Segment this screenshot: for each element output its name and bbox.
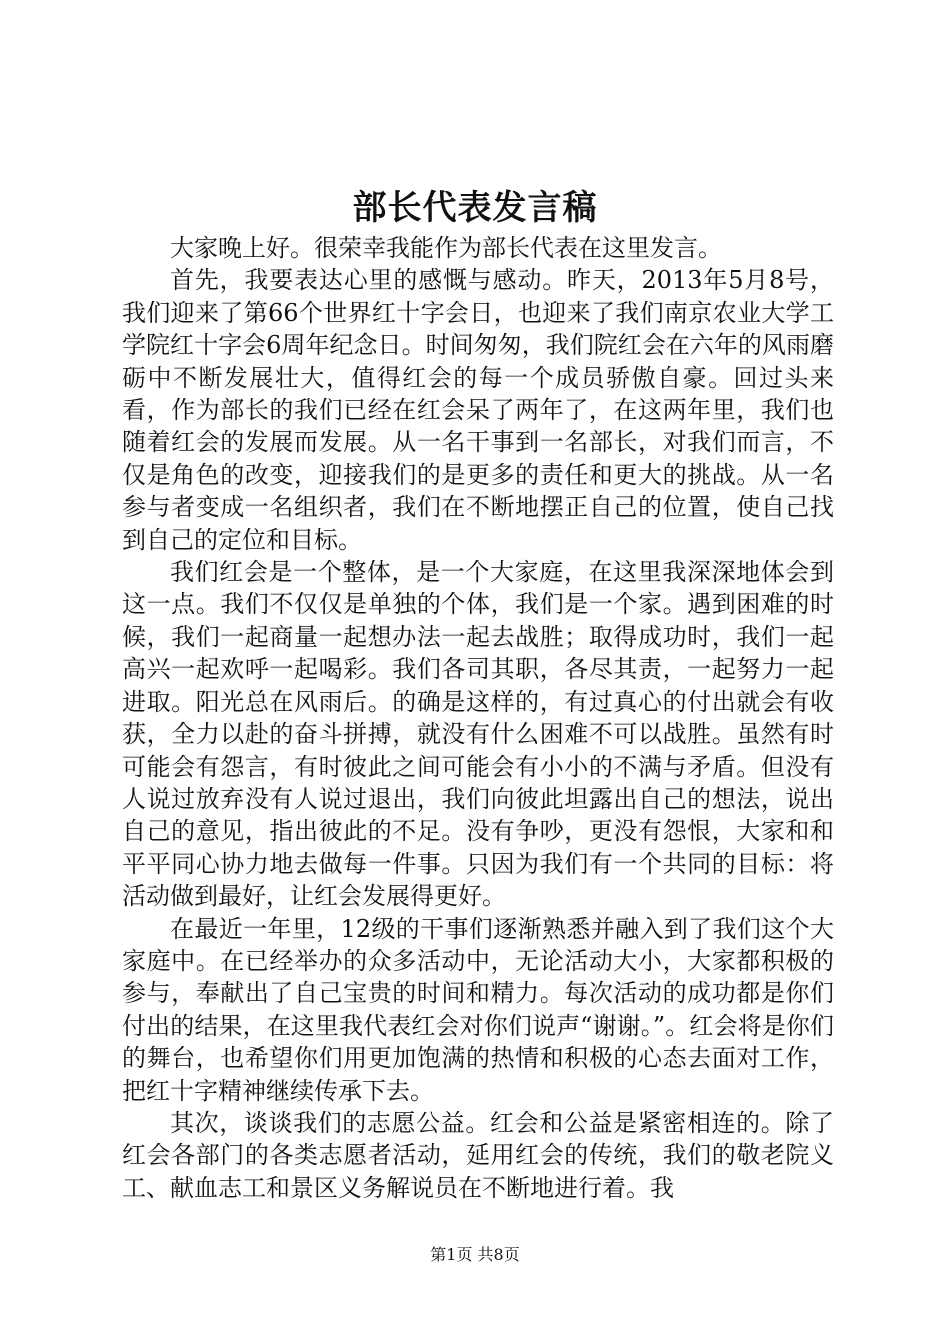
document-title: 部长代表发言稿 <box>352 188 598 228</box>
paragraph-new-members: 在最近一年里，12级的干事们逐渐熟悉并融入到了我们这个大家庭中。在已经举办的众多活动中，无论活动大小，大家都积极的参与，奉献出了自己宝贵的时间和精力。每次活动的成功都是你们付出的结果，在这里我代表红会对你们说声“谢谢。”。红会将是你们的舞台，也希望你们用更加饱满的热情和积极的心态去面对工作，把红十字精神继续传承下去。 <box>122 914 834 1105</box>
paragraph-greeting: 大家晚上好。很荣幸我能作为部长代表在这里发言。 <box>170 234 722 262</box>
paragraph-volunteering: 其次，谈谈我们的志愿公益。红会和公益是紧密相连的。除了红会各部门的各类志愿者活动，延用红会的传统，我们的敬老院义工、献血志工和景区义务解说员在不断地进行着。我 <box>122 1108 834 1202</box>
document-body <box>122 232 834 1204</box>
paragraph-family: 我们红会是一个整体，是一个大家庭，在这里我深深地体会到这一点。我们不仅仅是单独的个体，我们是一个家。遇到困难的时候，我们一起商量一起想办法一起去战胜；取得成功时，我们一起高兴一起欢呼一起喝彩。我们各司其职，各尽其责，一起努力一起进取。阳光总在风雨后。的确是这样的，有过真心的付出就会有收获，全力以赴的奋斗拼搏，就没有什么困难不可以战胜。虽然有时可能会有怨言，有时彼此之间可能会有小小的不满与矛盾。但没有人说过放弃没有人说过退出，我们向彼此坦露出自己的想法，说出自己的意见，指出彼此的不足。没有争吵，更没有怨恨，大家和和平平同心协力地去做每一件事。只因为我们有一个共同的目标：将活动做到最好，让红会发展得更好。 <box>122 558 834 911</box>
paragraph-feelings: 首先，我要表达心里的感慨与感动。昨天，2013年5月8号，我们迎来了第66个世界红十字会日，也迎来了我们南京农业大学工学院红十字会6周年纪念日。时间匆匆，我们院红会在六年的风雨磨砺中不断发展壮大，值得红会的每一个成员骄傲自豪。回过头来看，作为部长的我们已经在红会呆了两年了，在这两年里，我们也随着红会的发展而发展。从一名干事到一名部长，对我们而言，不仅是角色的改变，迎接我们的是更多的责任和更大的挑战。从一名参与者变成一名组织者，我们在不断地摆正自己的位置，使自己找到自己的定位和目标。 <box>122 266 834 554</box>
page-number-footer: 第1页 共8页 <box>430 1245 520 1264</box>
